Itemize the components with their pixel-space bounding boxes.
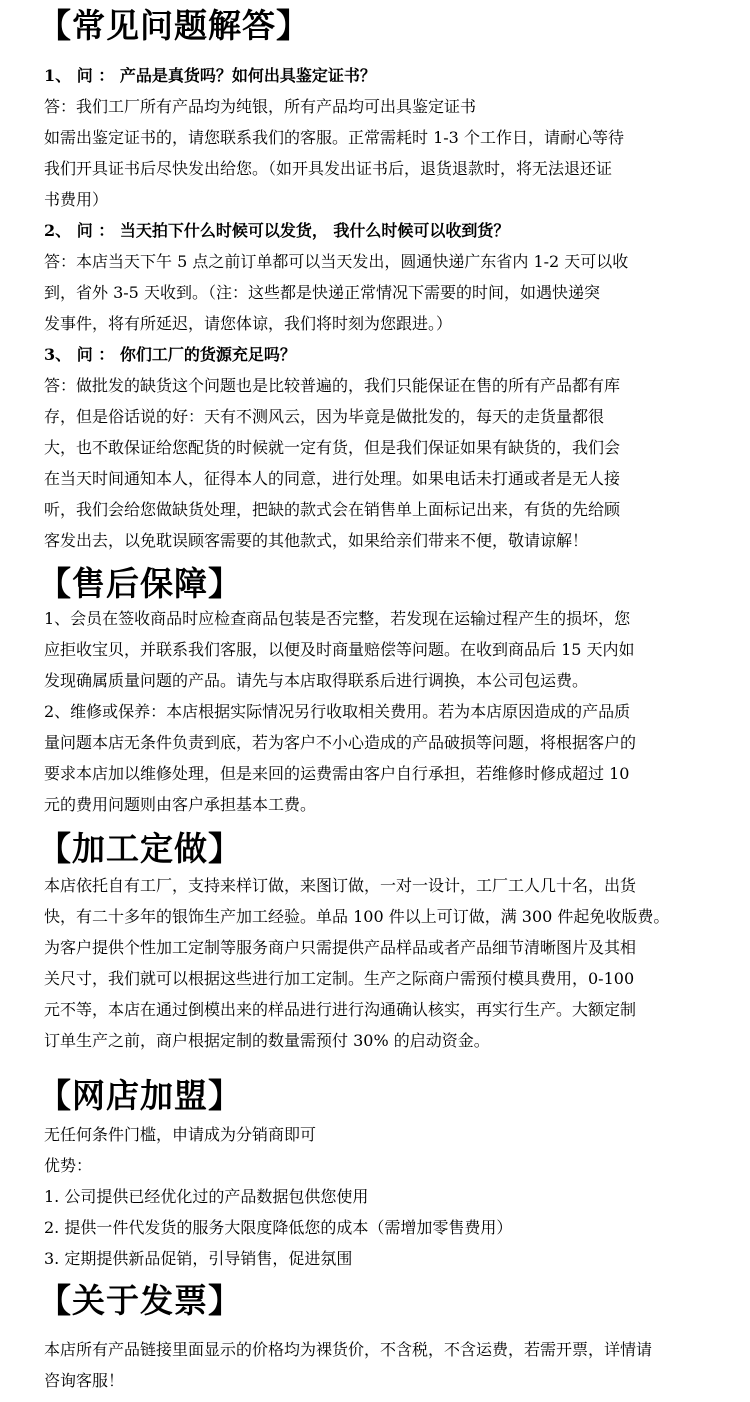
faq-answer-line: 客发出去，以免耽误顾客需要的其他款式，如果给亲们带来不便，敬请谅解！ [44,531,589,550]
franchise-line: 3. 定期提供新品促销，引导销售，促进氛围 [44,1249,353,1268]
invoice-section-title: 【关于发票】 [38,1281,242,1320]
custom-line: 元不等，本店在通过倒模出来的样品进行进行沟通确认核实，再实行生产。大额定制 [44,1000,637,1019]
after-sales-line: 元的费用问题则由客户承担基本工费。 [44,795,317,814]
franchise-line: 2. 提供一件代发货的服务大限度降低您的成本（需增加零售费用） [44,1218,513,1237]
after-sales-line: 2、维修或保养：本店根据实际情况另行收取相关费用。若为本店原因造成的产品质 [44,702,631,721]
faq-answer-line: 到，省外 3-5 天收到。（注：这些都是快递正常情况下需要的时间，如遇快递突 [44,283,600,302]
faq-answer-line: 如需出鉴定证书的，请您联系我们的客服。正常需耗时 1-3 个工作日，请耐心等待 [44,128,624,147]
faq-section-title: 【常见问题解答】 [38,6,310,45]
franchise-line: 无任何条件门槛，申请成为分销商即可 [44,1125,317,1144]
faq-answer-line: 存，但是俗话说的好：天有不测风云，因为毕竟是做批发的，每天的走货量都很 [44,407,605,426]
faq-answer-line: 答：本店当天下午 5 点之前订单都可以当天发出，圆通快递广东省内 1-2 天可以收 [44,252,629,271]
franchise-line: 1. 公司提供已经优化过的产品数据包供您使用 [44,1187,369,1206]
custom-section-title: 【加工定做】 [38,829,242,868]
faq-question-3: 3、 问 ： 你们工厂的货源充足吗？ [44,345,296,364]
custom-line: 本店依托自有工厂，支持来样订做，来图订做，一对一设计，工厂工人几十名，出货 [44,876,637,895]
invoice-line: 咨询客服！ [44,1371,125,1390]
franchise-section-title: 【网店加盟】 [38,1076,242,1115]
after-sales-line: 应拒收宝贝，并联系我们客服，以便及时商量赔偿等问题。在收到商品后 15 天内如 [44,640,635,659]
faq-answer-line: 我们开具证书后尽快发出给您。（如开具发出证书后，退货退款时，将无法退还证 [44,159,613,178]
after-sales-line: 1、会员在签收商品时应检查商品包装是否完整，若发现在运输过程产生的损坏，您 [44,609,631,628]
faq-answer-line: 听，我们会给您做缺货处理，把缺的款式会在销售单上面标记出来，有货的先给顾 [44,500,621,519]
faq-answer-line: 发事件，将有所延迟，请您体谅，我们将时刻为您跟进。） [44,314,453,333]
after-sales-line: 发现确属质量问题的产品。请先与本店取得联系后进行调换，本公司包运费。 [44,671,589,690]
invoice-line: 本店所有产品链接里面显示的价格均为裸货价，不含税，不含运费，若需开票，详情请 [44,1340,653,1359]
after-sales-line: 量问题本店无条件负责到底，若为客户不小心造成的产品破损等问题，将根据客户的 [44,733,637,752]
faq-answer-line: 书费用） [44,190,109,209]
faq-answer-line: 大，也不敢保证给您配货的时候就一定有货，但是我们保证如果有缺货的，我们会 [44,438,621,457]
faq-question-1: 1、 问 ： 产品是真货吗？如何出具鉴定证书？ [44,66,376,85]
after-sales-section-title: 【售后保障】 [38,564,242,603]
after-sales-line: 要求本店加以维修处理，但是来回的运费需由客户自行承担，若维修时修成超过 10 [44,764,630,783]
custom-line: 快，有二十多年的银饰生产加工经验。单品 100 件以上可订做，满 300 件起免收版费。 [44,907,670,926]
faq-answer-line: 答：做批发的缺货这个问题也是比较普遍的，我们只能保证在售的所有产品都有库 [44,376,621,395]
faq-answer-line: 答：我们工厂所有产品均为纯银，所有产品均可出具鉴定证书 [44,97,477,116]
custom-line: 关尺寸，我们就可以根据这些进行加工定制。生产之际商户需预付模具费用，0-100 [44,969,635,988]
faq-answer-line: 在当天时间通知本人，征得本人的同意，进行处理。如果电话未打通或者是无人接 [44,469,621,488]
franchise-line: 优势： [44,1156,93,1175]
faq-question-2: 2、 问 ： 当天拍下什么时候可以发货， 我什么时候可以收到货？ [44,221,510,240]
custom-line: 为客户提供个性加工定制等服务商户只需提供产品样品或者产品细节清晰图片及其相 [44,938,637,957]
custom-line: 订单生产之前，商户根据定制的数量需预付 30% 的启动资金。 [44,1031,490,1050]
